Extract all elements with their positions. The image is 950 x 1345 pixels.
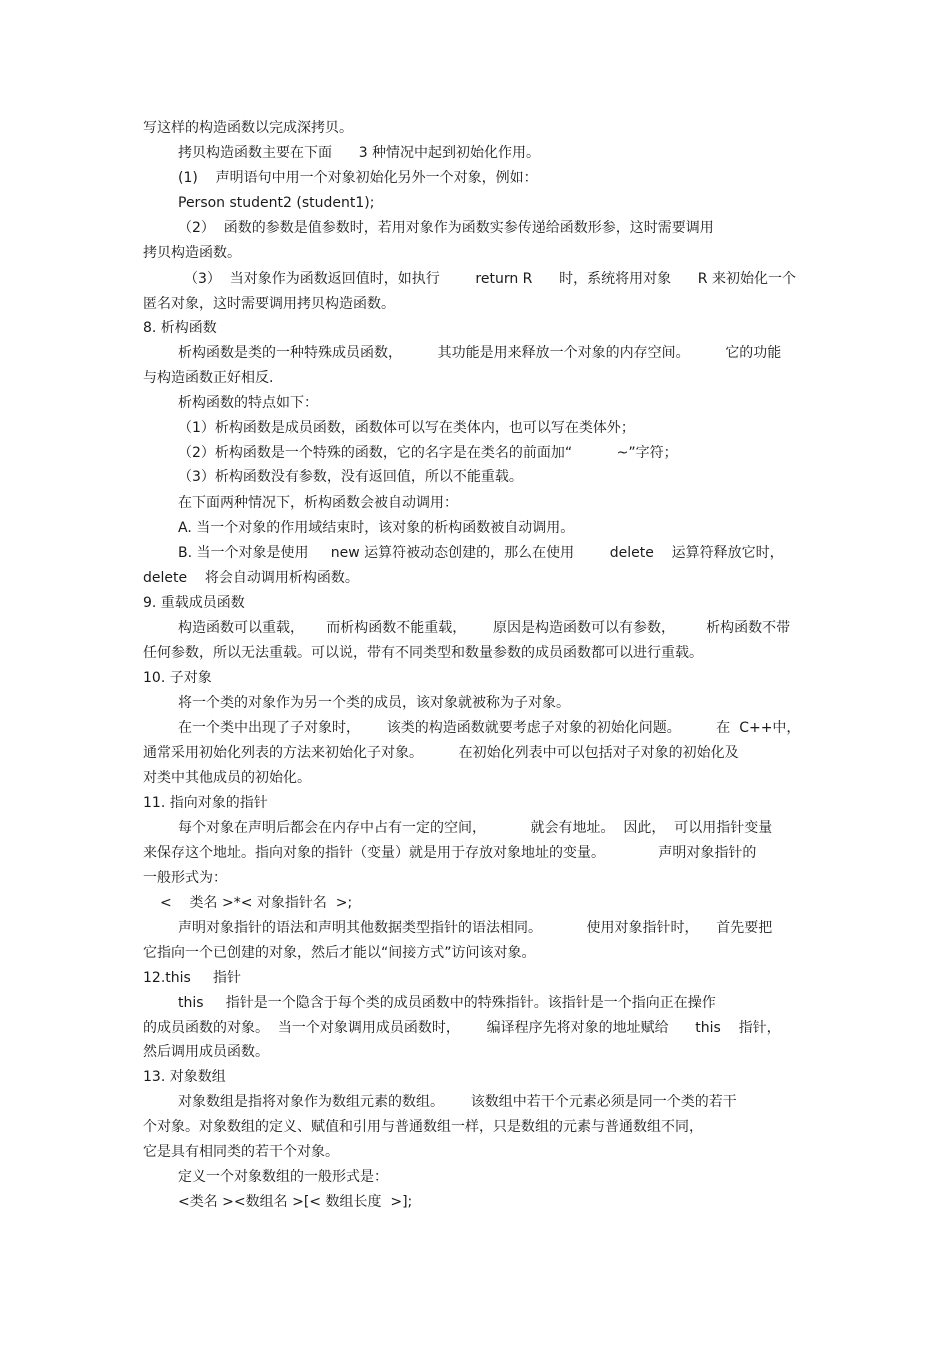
code-line: < 类名 >*< 对象指针名 >; [160, 895, 353, 911]
text-line: 对类中其他成员的初始化。 [143, 770, 311, 786]
text-line: 拷贝构造函数主要在下面 3 种情况中起到初始化作用。 [178, 145, 541, 161]
text-line: B. 当一个对象是使用 new 运算符被动态创建的，那么在使用 delete 运算符释放它时， [178, 545, 784, 561]
text-line: 对象数组是指将对象作为数组元素的数组。 该数组中若干个元素必须是同一个类的若干 [178, 1094, 737, 1110]
text-line: （2）析构函数是一个特殊的函数，它的名字是在类名的前面加“ ~”字符； [178, 445, 678, 461]
section-heading: 11. 指向对象的指针 [143, 795, 268, 811]
text-line: 它是具有相同类的若干个对象。 [143, 1144, 339, 1160]
section-heading: 9. 重载成员函数 [143, 595, 245, 611]
text-line: delete 将会自动调用析构函数。 [143, 570, 359, 586]
text-line: （3） 当对象作为函数返回值时，如执行 return R 时，系统将用对象 R 来初始化一个 [184, 271, 796, 287]
text-line: 它指向一个已创建的对象，然后才能以“间接方式”访问该对象。 [143, 945, 536, 961]
text-line: 析构函数是类的一种特殊成员函数， 其功能是用来释放一个对象的内存空间。 它的功能 [178, 345, 782, 361]
text-line: 一般形式为： [143, 870, 227, 886]
text-line: 与构造函数正好相反. [143, 370, 274, 386]
text-line: 在一个类中出现了子对象时， 该类的构造函数就要考虑子对象的初始化问题。 在 C++中， [178, 720, 801, 736]
text-line: （3）析构函数没有参数，没有返回值，所以不能重载。 [178, 469, 523, 485]
text-line: （1）析构函数是成员函数，函数体可以写在类体内，也可以写在类体外； [178, 420, 635, 436]
text-line: 声明对象指针的语法和声明其他数据类型指针的语法相同。 使用对象指针时， 首先要把 [178, 920, 773, 936]
text-line: 来保存这个地址。指向对象的指针（变量）就是用于存放对象地址的变量。 声明对象指针的 [143, 845, 757, 861]
text-line: 任何参数，所以无法重载。可以说，带有不同类型和数量参数的成员函数都可以进行重载。 [143, 645, 703, 661]
text-line: Person student2 (student1); [178, 195, 375, 211]
text-line: 然后调用成员函数。 [143, 1044, 269, 1060]
section-heading: 10. 子对象 [143, 670, 212, 686]
text-line: 写这样的构造函数以完成深拷贝。 [143, 120, 353, 136]
text-line: （2） 函数的参数是值参数时，若用对象作为函数实参传递给函数形参，这时需要调用 [178, 220, 714, 236]
text-line: this 指针是一个隐含于每个类的成员函数中的特殊指针。该指针是一个指向正在操作 [178, 995, 716, 1011]
text-line: A. 当一个对象的作用域结束时，该对象的析构函数被自动调用。 [178, 520, 575, 536]
section-heading: 8. 析构函数 [143, 320, 217, 336]
text-line: 析构函数的特点如下： [178, 395, 318, 411]
text-line: 构造函数可以重载， 而析构函数不能重载， 原因是构造函数可以有参数， 析构函数不带 [178, 620, 791, 636]
section-heading: 12.this 指针 [143, 970, 242, 986]
section-heading: 13. 对象数组 [143, 1069, 226, 1085]
text-line: 通常采用初始化列表的方法来初始化子对象。 在初始化列表中可以包括对子对象的初始化及 [143, 745, 739, 761]
text-line: 在下面两种情况下，析构函数会被自动调用： [178, 495, 458, 511]
text-line: 匿名对象，这时需要调用拷贝构造函数。 [143, 296, 395, 312]
text-line: 每个对象在声明后都会在内存中占有一定的空间， 就会有地址。 因此， 可以用指针变量 [178, 820, 773, 836]
text-line: 将一个类的对象作为另一个类的成员，该对象就被称为子对象。 [178, 695, 570, 711]
text-line: 的成员函数的对象。 当一个对象调用成员函数时， 编译程序先将对象的地址赋给 this 指针， [143, 1020, 781, 1036]
text-line: 拷贝构造函数。 [143, 245, 241, 261]
text-line: (1) 声明语句中用一个对象初始化另外一个对象，例如： [178, 170, 538, 186]
text-line: 个对象。对象数组的定义、赋值和引用与普通数组一样，只是数组的元素与普通数组不同， [143, 1119, 703, 1135]
code-line: <类名 ><数组名 >[< 数组长度 >]; [178, 1194, 413, 1210]
text-line: 定义一个对象数组的一般形式是： [178, 1169, 388, 1185]
